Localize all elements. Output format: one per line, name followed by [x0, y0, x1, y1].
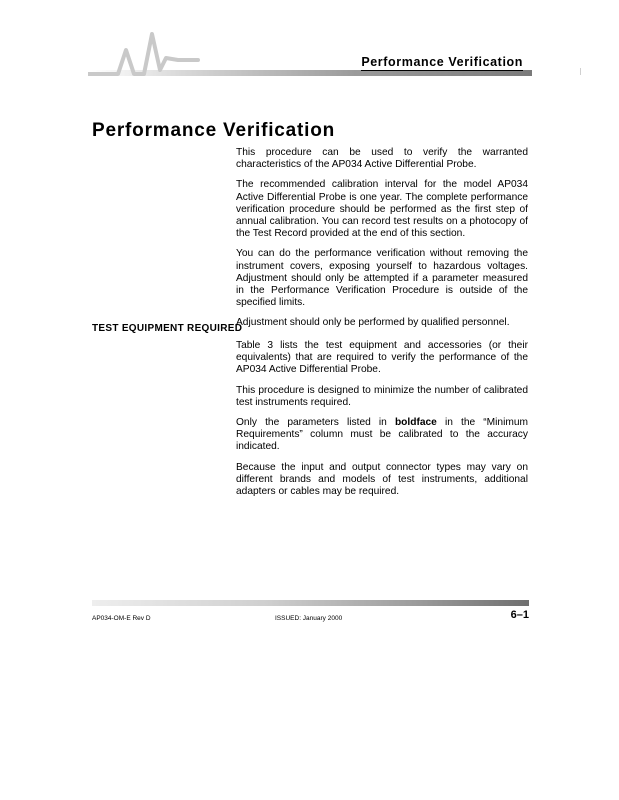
paragraph-text: Adjustment should only be performed by qualified personnel. [236, 317, 510, 329]
footer-gradient-bar [92, 600, 529, 606]
footer-page-number: 6–1 [510, 609, 529, 621]
page-title: Performance Verification [92, 120, 336, 141]
running-header-title: Performance Verification [361, 55, 523, 69]
paragraph-text: in the “Minimum Requirements” column must be calibrated to the accuracy indicated. [236, 417, 529, 453]
bold-term: boldface [394, 417, 437, 429]
paragraph-text: The recommended calibration interval for the model AP034 Active Differential Probe is one year. The complete performance verification procedure should be performed as the first step of annual calibration. You can record test results on a photocopy of the Test Record provided at the end of this section. [236, 179, 528, 240]
intro-text-column [236, 147, 528, 338]
body-paragraph [236, 462, 528, 499]
body-paragraph [236, 248, 528, 309]
footer-issued-date: ISSUED: January 2000 [275, 615, 343, 622]
body-paragraph [236, 385, 528, 409]
paragraph-text: Only the parameters listed in [236, 417, 395, 429]
margin-mark [580, 68, 581, 75]
paragraph-text: Because the input and output connector types may vary on different brands and models of test instruments, additional adapters or cables may be required. [236, 461, 528, 498]
section-text-column [236, 340, 528, 506]
paragraph-text: Table 3 lists the test equipment and accessories (or their equivalents) that are required to verify the performance of the AP034 Active Differential Probe. [236, 340, 528, 376]
paragraph-text: You can do the performance verification without removing the instrument covers, exposing yourself to hazardous voltages. Adjustment should only be attempted if a parameter measured in the Performance Verification Procedure is outside of the specified limits. [236, 248, 528, 309]
footer-doc-id: AP034-OM-E Rev D [92, 615, 151, 622]
paragraph-text: This procedure is designed to minimize the number of calibrated test instruments required. [236, 384, 528, 408]
body-paragraph [236, 179, 528, 240]
body-paragraph [236, 147, 528, 171]
body-paragraph [236, 317, 528, 329]
section-heading: TEST EQUIPMENT REQUIRED [92, 323, 243, 334]
waveform-logo-icon [88, 30, 208, 80]
body-paragraph [236, 340, 528, 377]
body-paragraph [236, 417, 528, 454]
paragraph-text: This procedure can be used to verify the warranted characteristics of the AP034 Active Differential Probe. [236, 147, 528, 171]
